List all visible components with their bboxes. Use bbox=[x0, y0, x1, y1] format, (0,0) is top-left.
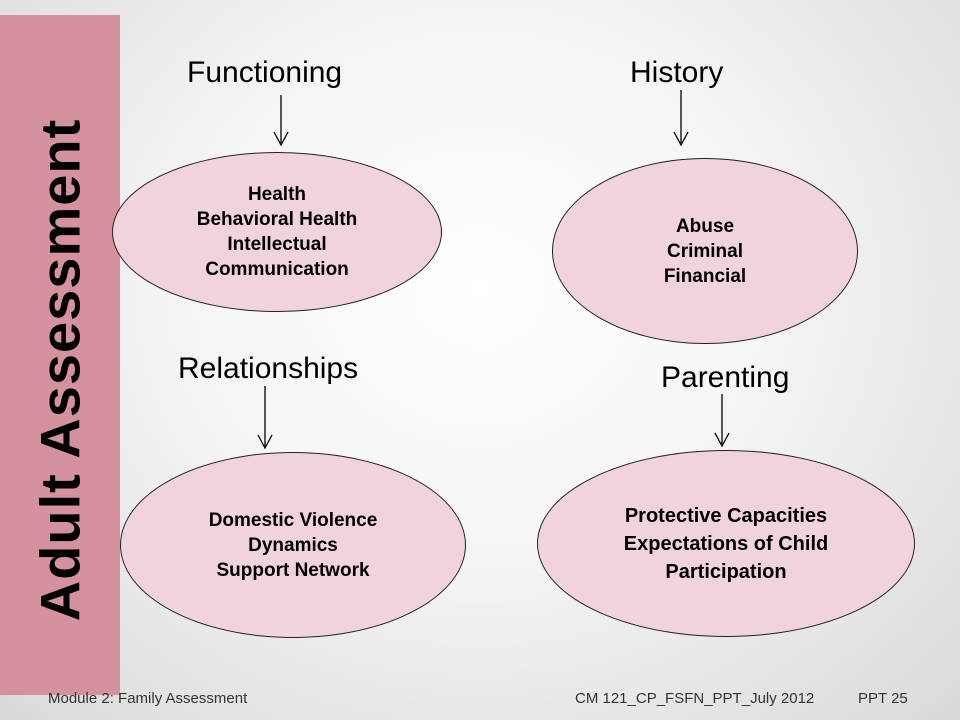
relationships-item: Domestic Violence bbox=[208, 509, 378, 531]
relationships-item: Support Network bbox=[216, 559, 370, 581]
footer-module: Module 2: Family Assessment bbox=[48, 690, 248, 707]
footer-slide-number: PPT 25 bbox=[858, 690, 908, 707]
relationships-arrow bbox=[258, 386, 272, 448]
parenting-ellipse bbox=[537, 450, 915, 637]
history-item: Financial bbox=[663, 265, 747, 287]
parenting-item: Protective Capacities bbox=[624, 504, 828, 527]
functioning-item: Behavioral Health bbox=[196, 209, 358, 230]
footer-course-code: CM 121_CP_FSFN_PPT_July 2012 bbox=[575, 690, 815, 707]
parenting-item: Participation bbox=[665, 560, 787, 583]
functioning-item: Health bbox=[247, 184, 307, 205]
functioning-item: Communication bbox=[205, 259, 349, 280]
parenting-arrow bbox=[715, 394, 729, 446]
functioning-ellipse bbox=[112, 152, 442, 312]
functioning-item: Intellectual bbox=[227, 234, 327, 255]
parenting-item: Expectations of Child bbox=[623, 532, 829, 555]
functioning-arrow bbox=[274, 95, 288, 145]
parenting-heading: Parenting bbox=[661, 361, 790, 394]
relationships-ellipse bbox=[120, 452, 466, 638]
relationships-item: Dynamics bbox=[248, 534, 338, 556]
history-arrow bbox=[674, 90, 688, 145]
relationships-heading: Relationships bbox=[178, 352, 359, 385]
functioning-heading: Functioning bbox=[187, 56, 343, 89]
history-item: Abuse bbox=[675, 215, 735, 237]
slide-title: Adult Assessment bbox=[28, 118, 92, 622]
history-ellipse bbox=[552, 158, 858, 344]
history-item: Criminal bbox=[666, 240, 744, 262]
history-heading: History bbox=[630, 56, 724, 89]
